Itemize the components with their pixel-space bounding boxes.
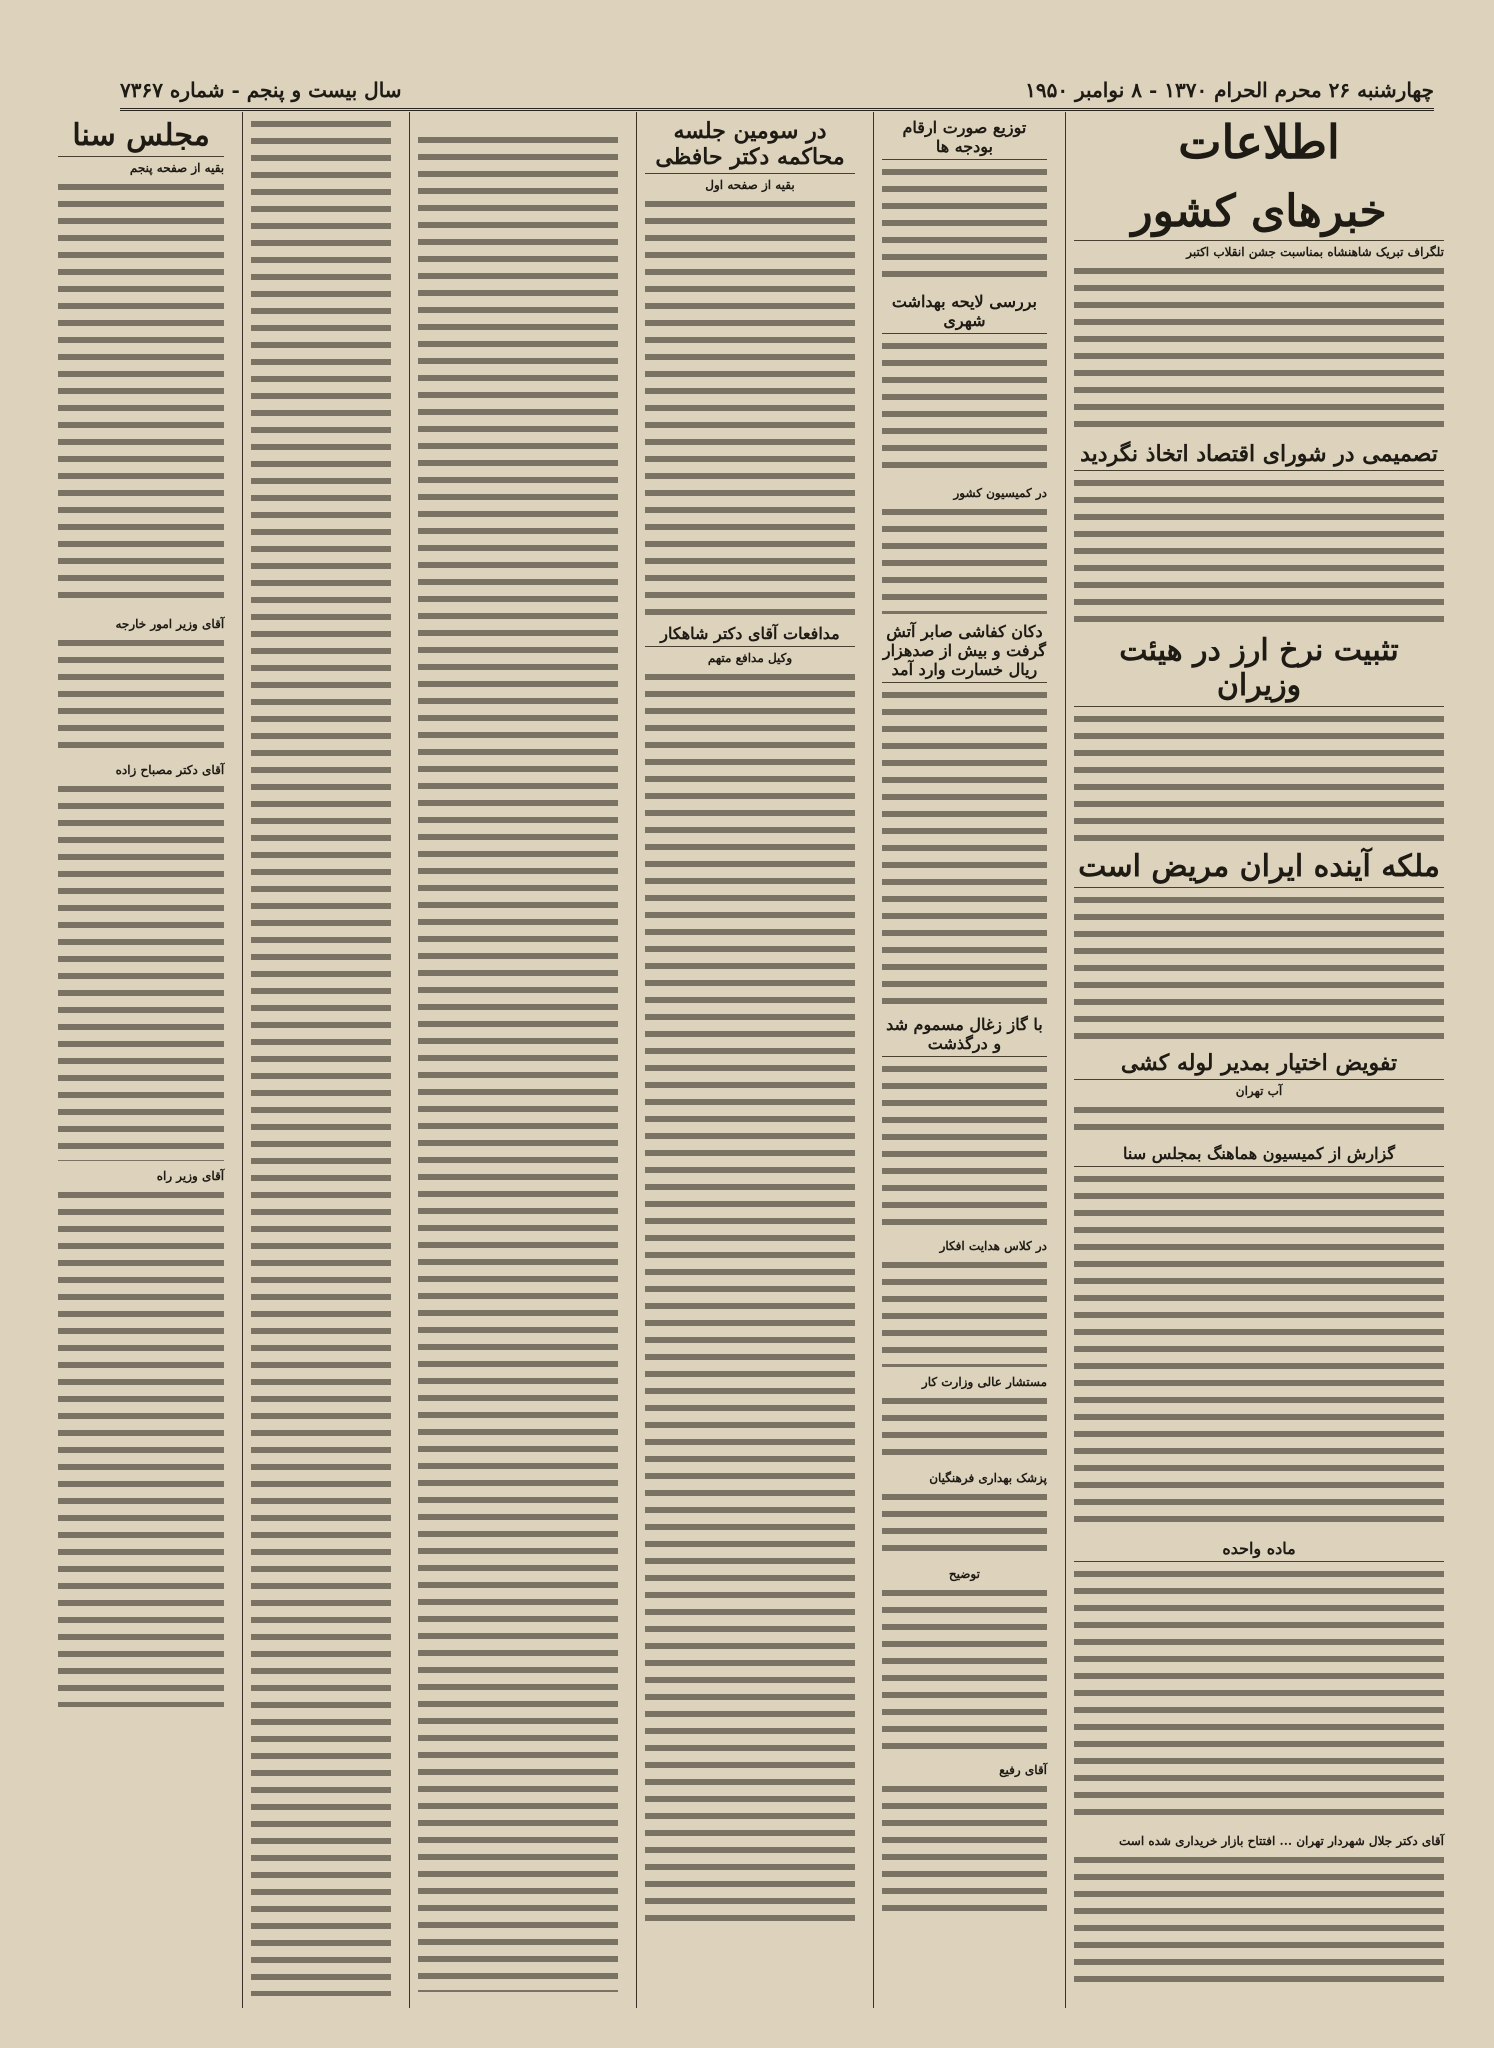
headline-country-news: خبرهای کشور (1074, 186, 1444, 241)
subhead-roads-minister: آقای وزیر راه (156, 1169, 225, 1183)
headline-hafezi-trial: در سومین جلسه محاکمه دکتر حافظی (645, 118, 855, 174)
columns (50, 112, 1452, 2008)
article-text (1074, 1102, 1444, 1136)
article-text (882, 338, 1047, 478)
article-text (882, 164, 1047, 284)
article-text (882, 504, 1047, 614)
subhead-labor-adviser: مستشار عالی وزارت کار (921, 1375, 1048, 1389)
article-text (1074, 1852, 1444, 1982)
article-text (882, 1061, 1047, 1231)
article-text (58, 179, 224, 609)
newspaper-logo: اطلاعات (1178, 115, 1340, 169)
subhead-mr-rafie: آقای رفیع (999, 1763, 1048, 1777)
date-line: چهارشنبه ۲۶ محرم الحرام ۱۳۷۰ - ۸ نوامبر ۱۹۵۰ (1025, 78, 1434, 102)
article-text (1074, 1171, 1444, 1531)
subhead-clarification: توضیح (948, 1567, 980, 1581)
article-text (1074, 263, 1444, 433)
headline-exchange-rate: تثبیت نرخ ارز در هیئت وزیران (1074, 633, 1444, 707)
article-text (645, 196, 855, 616)
subhead-guidance-class: در کلاس هدایت افکار (939, 1239, 1048, 1253)
article-text (882, 687, 1047, 1007)
subhead-defense-lawyer: وکیل مدافع متهم (707, 651, 793, 665)
article-text (58, 781, 224, 1161)
article-text (1074, 711, 1444, 841)
subhead-dr-mesbahzadeh: آقای دکتر مصباح زاده (115, 763, 225, 777)
column-budget (873, 112, 1055, 2008)
headline-snow-machine: آقای دکتر جلال شهردار تهران ... افتتاح بازار خریداری شده است (1119, 1834, 1444, 1848)
headline-shoe-shop-fire: دکان کفاشی صابر آتش گرفت و بیش از صدهزار ریال خسارت وارد آمد (882, 622, 1047, 683)
article-text (58, 635, 224, 755)
continued-note-senate: بقیه از صفحه پنجم (129, 161, 225, 175)
headline-health-bill: بررسی لایحه بهداشت شهری (882, 292, 1047, 334)
column-misc (242, 112, 399, 2008)
article-text (882, 1585, 1047, 1755)
article-text (882, 1781, 1047, 1911)
subhead-foreign-minister: آقای وزیر امور خارجه (115, 617, 225, 631)
headline-budget: توزیع صورت ارقام بودجه ها (882, 118, 1047, 160)
column-trial-continued (409, 112, 626, 2008)
article-text (882, 1257, 1047, 1367)
headline-shahkar-defense: مدافعات آقای دکتر شاهکار (645, 624, 855, 647)
article-text (645, 669, 855, 1929)
article-text (882, 1489, 1047, 1559)
article-text (58, 1187, 224, 1707)
column-senate (50, 112, 232, 2008)
column-trial (636, 112, 863, 2008)
headline-economy-council: تصمیمی در شورای اقتصاد اتخاذ نگردید (1074, 441, 1444, 471)
article-text (882, 1393, 1047, 1463)
continued-note: بقیه از صفحه اول (705, 178, 795, 192)
headline-water-pipe: تفویض اختیار بمدیر لوله کشی (1074, 1050, 1444, 1080)
masthead-bar (120, 48, 1434, 111)
article-text (418, 132, 618, 1992)
subhead-telegram: تلگراف تبریک شاهنشاه بمناسبت جشن انقلاب اکتبر (1186, 245, 1444, 259)
subhead-tehran-water: آب تهران (1235, 1084, 1283, 1098)
headline-coal-gas: با گاز زغال مسموم شد و درگذشت (882, 1015, 1047, 1057)
headline-single-article: ماده واحده (1074, 1539, 1444, 1562)
subhead-teachers-doctor: پزشک بهداری فرهنگیان (929, 1471, 1048, 1485)
subhead-interior-committee: در کمیسیون کشور (953, 486, 1048, 500)
column-country-news (1065, 112, 1452, 2008)
headline-senate-report: گزارش از کمیسیون هماهنگ بمجلس سنا (1074, 1144, 1444, 1167)
article-text (1074, 475, 1444, 625)
issue-line: سال بیست و پنجم - شماره ۷۳۶۷ (120, 78, 402, 102)
article-text (1074, 892, 1444, 1042)
article-text (1074, 1566, 1444, 1826)
headline-senate: مجلس سنا (58, 118, 224, 157)
article-text (251, 116, 391, 1996)
headline-future-queen: ملکه آینده ایران مریض است (1074, 849, 1444, 888)
